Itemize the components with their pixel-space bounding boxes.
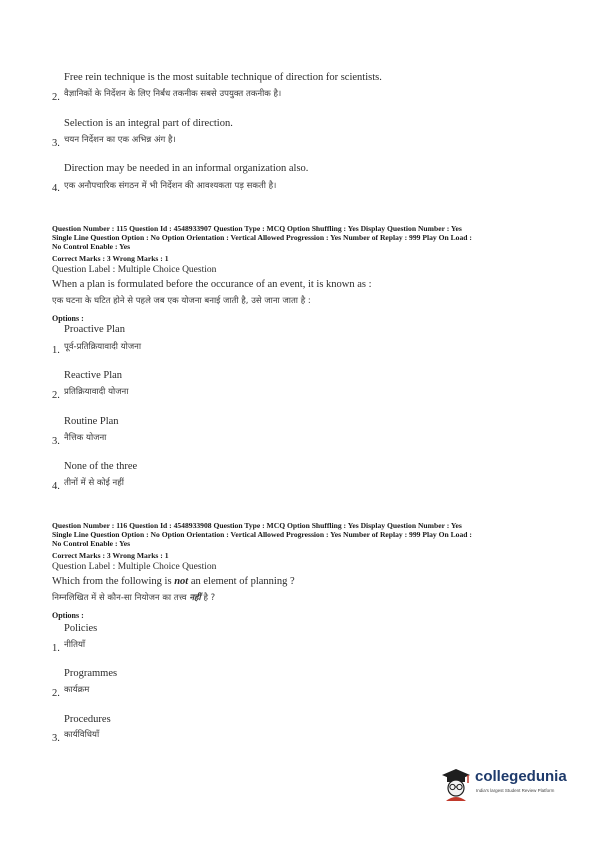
q115-option-2-hi: प्रतिक्रियावादी योजना [64, 387, 129, 397]
q116-question-label: Question Label : Multiple Choice Question [52, 562, 217, 572]
prev-option-2-number: 2. [52, 92, 60, 103]
q116-meta-line-1: Question Number : 116 Question Id : 4548933908 Question Type : MCQ Option Shuffling : Yes Display Question Number : Yes [52, 521, 462, 530]
q116-option-1-en: Policies [64, 623, 98, 634]
q116-option-3-hi: कार्यविधियाँ [64, 730, 100, 740]
q116-marks: Correct Marks : 3 Wrong Marks : 1 [52, 551, 169, 560]
prev-option-4-en: Direction may be needed in an informal organization also. [64, 163, 309, 174]
q115-option-3-en: Routine Plan [64, 416, 119, 427]
q116-text-hi-pre: निम्नलिखित में से कौन-सा नियोजन का तत्त्व [52, 593, 190, 603]
q116-option-2-number: 2. [52, 688, 60, 699]
q116-option-1-hi: नीतियाँ [64, 640, 86, 650]
q115-marks: Correct Marks : 3 Wrong Marks : 1 [52, 254, 169, 263]
q116-option-2-en: Programmes [64, 668, 118, 679]
q115-options-title: Options : [52, 314, 84, 323]
q115-question-text-hi: एक घटना के घटित होने से पहले जब एक योजना बनाई जाती है, उसे जाना जाता है : [52, 296, 311, 306]
q116-option-3-number: 3. [52, 733, 60, 744]
q115-meta-line-3: No Control Enable : Yes [52, 242, 131, 251]
q115-option-3-hi: नैत्तिक योजना [64, 433, 107, 443]
q116-text-en-post: an element of planning ? [188, 576, 295, 587]
q115-option-3-number: 3. [52, 436, 60, 447]
q116-text-hi-emphasis: नहीं [189, 593, 201, 603]
q115-option-4-en: None of the three [64, 461, 138, 472]
prev-option-3-en: Selection is an integral part of direction. [64, 118, 233, 129]
q115-option-4-number: 4. [52, 481, 60, 492]
graduate-mascot-icon [438, 765, 474, 805]
q116-option-1-number: 1. [52, 643, 60, 654]
q116-question-text-en [52, 576, 295, 587]
q116-meta-line-2: Single Line Question Option : No Option Orientation : Vertical Allowed Progression : Yes Number of Replay : 999 Play On Load : [52, 530, 472, 539]
q115-option-2-en: Reactive Plan [64, 370, 123, 381]
q115-question-label: Question Label : Multiple Choice Question [52, 265, 217, 275]
q115-meta-line-1: Question Number : 115 Question Id : 4548933907 Question Type : MCQ Option Shuffling : Yes Display Question Number : Yes [52, 224, 462, 233]
prev-option-2-en: Free rein technique is the most suitable technique of direction for scientists. [64, 72, 382, 83]
q115-option-2-number: 2. [52, 390, 60, 401]
prev-option-4-hi: एक अनौपचारिक संगठन में भी निर्देशन की आवश्यकता पड़ सकती है। [64, 181, 277, 191]
q116-options-title: Options : [52, 611, 84, 620]
q116-meta-line-3: No Control Enable : Yes [52, 539, 131, 548]
q116-option-2-hi: कार्यक्रम [64, 685, 90, 695]
q116-option-3-en: Procedures [64, 714, 111, 725]
prev-option-3-number: 3. [52, 138, 60, 149]
q116-text-en-pre: Which from the following is [52, 576, 175, 587]
q115-option-1-hi: पूर्व-प्रतिक्रियावादी योजना [64, 342, 142, 352]
logo-brand-name: collegedunia [475, 768, 567, 785]
q116-text-hi-post: है ? [200, 593, 216, 603]
logo-tagline: India's largest Student Review Platform [476, 788, 555, 793]
q115-option-4-hi: तीनों में से कोई नहीं [64, 478, 124, 488]
prev-option-4-number: 4. [52, 183, 60, 194]
q116-question-text-hi [52, 592, 215, 603]
q116-text-en-emphasis: not [174, 576, 189, 587]
prev-option-3-hi: चयन निर्देशन का एक अभिन्न अंग है। [64, 135, 176, 145]
q115-meta-line-2: Single Line Question Option : No Option Orientation : Vertical Allowed Progression : Yes Number of Replay : 999 Play On Load : [52, 233, 472, 242]
prev-option-2-hi: वैज्ञानिकों के निर्देशन के लिए निर्बंध तकनीक सबसे उपयुक्त तकनीक है। [64, 89, 282, 99]
q115-question-text-en: When a plan is formulated before the occurance of an event, it is known as : [52, 279, 372, 290]
q115-option-1-en: Proactive Plan [64, 324, 125, 335]
q115-option-1-number: 1. [52, 345, 60, 356]
